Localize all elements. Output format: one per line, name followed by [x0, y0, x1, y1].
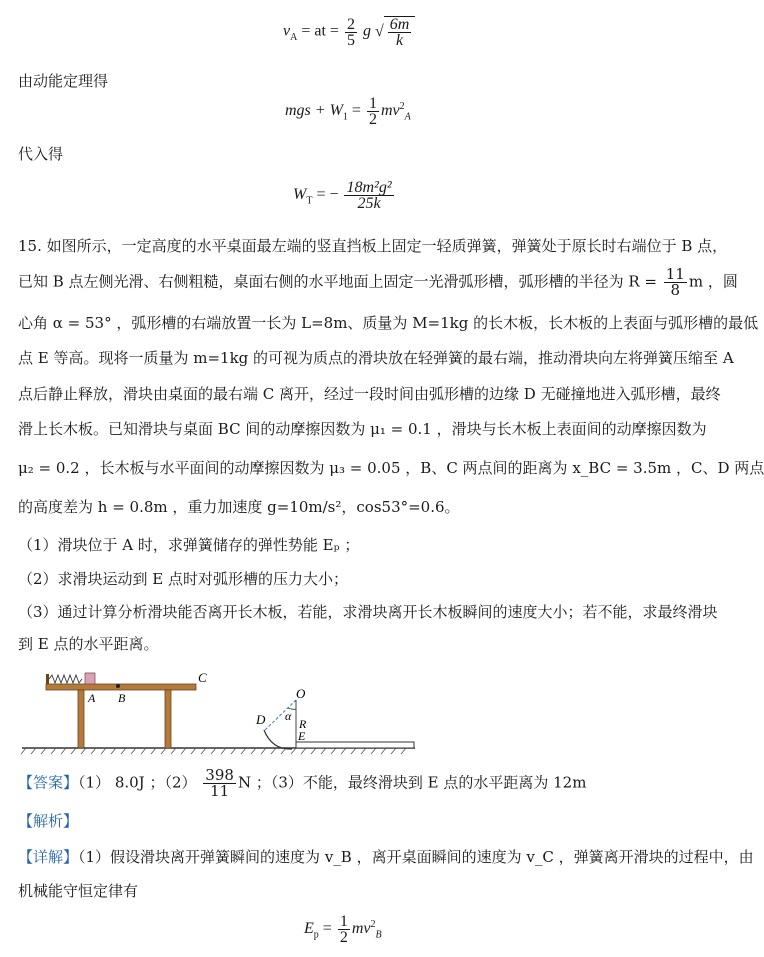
- label-c: C: [198, 670, 207, 685]
- answer-tag: 【答案】: [18, 773, 79, 792]
- q15-part-2: （2）求滑块运动到 E 点时对弧形槽的压力大小；: [18, 570, 349, 588]
- q15-line-2: 已知 B 点左侧光滑、右侧粗糙，桌面右侧的水平地面上固定一光滑弧形槽，弧形槽的半径为 R = $\frac{11}{8}$ m ，圆: [18, 265, 738, 299]
- detail-tag: 【详解】: [18, 848, 79, 866]
- q15-line-3: 心角 α = 53° ，弧形槽的右端放置一长为 L=8m、质量为 M=1kg 的长木板，长木板的上表面与弧形槽的最低: [18, 314, 759, 332]
- label-alpha: α: [285, 709, 292, 723]
- q15-line-6: 滑上长木板。已知滑块与桌面 BC 间的动摩擦因数为 μ₁ = 0.1 ，滑块与长木板上表面间的动摩擦因数为: [18, 420, 707, 438]
- equation-ep: $E_p$ = $\frac{1}{2}$ $mv^2_B$: [304, 913, 382, 946]
- text-kinetic-energy-theorem: 由动能定理得: [18, 72, 109, 90]
- label-r: R: [299, 717, 307, 731]
- equation-wt: $W_T$ = − $\frac{\text{18m²g²}}{25k}$: [293, 179, 392, 212]
- radius-od: [265, 700, 296, 730]
- table-leg-left: [78, 690, 84, 748]
- label-e: E: [298, 729, 306, 743]
- label-b: B: [118, 691, 126, 705]
- point-b: [116, 684, 120, 688]
- q15-part-3a: （3）通过计算分析滑块能否离开长木板，若能，求滑块离开长木板瞬间的速度大小；若不能，求最终滑块: [18, 603, 718, 621]
- q15-line-4: 点 E 等高。现将一质量为 m=1kg 的可视为质点的滑块放在轻弹簧的最右端，推动滑块向左将弹簧压缩至 A: [18, 349, 734, 367]
- label-d: D: [256, 712, 266, 727]
- text-substitute: 代入得: [18, 145, 64, 163]
- long-board: [296, 742, 414, 748]
- spring: [49, 675, 82, 683]
- answer-line: 【答案】（1） 8.0J ；（2） $\frac{398}{11}$ N ；（3）不能，最终滑块到 E 点的水平距离为 12m: [18, 766, 587, 800]
- q15-line-7: μ₂ = 0.2 ，长木板与水平面间的动摩擦因数为 μ₃ = 0.05 ，B、C 两点间的距离为 x_BC = 3.5m ，C、D 两点: [18, 459, 764, 477]
- q15-part-1: （1）滑块位于 A 时，求弹簧储存的弹性势能 Eₚ ；: [18, 536, 360, 554]
- equation-work: mgs + $W_1$ = $\frac{1}{2}$ $mv^2_A$: [285, 95, 411, 128]
- label-a: A: [88, 691, 96, 705]
- detail-line-1: 【详解】（1）假设滑块离开弹簧瞬间的速度为 v_B ，离开桌面瞬间的速度为 v_C ，弹簧离开滑块的过程中，由: [18, 848, 754, 866]
- slider-block: [85, 673, 95, 684]
- detail-line-2: 机械能守恒定律有: [18, 882, 139, 900]
- analysis-tag: 【解析】: [18, 812, 79, 830]
- q15-line-1: 15. 如图所示，一定高度的水平桌面最左端的竖直挡板上固定一轻质弹簧，弹簧处于原长时右端位于 B 点，: [18, 237, 728, 255]
- q15-line-8: 的高度差为 h = 0.8m ，重力加速度 g=10m/s²，cos53°=0.6。: [18, 498, 460, 516]
- arc-slot: [264, 730, 292, 749]
- q15-line-5: 点后静止释放，滑块由桌面的最右端 C 离开，经过一段时间由弧形槽的边缘 D 无碰撞地进入弧形槽，最终: [18, 385, 721, 403]
- equation-va: $v_A$ = at = $\frac{2}{5}$ g √ $\frac{6m}{k}$: [283, 16, 415, 48]
- table-leg-right: [165, 690, 171, 748]
- physics-figure: [20, 668, 440, 758]
- wall-plate: [46, 674, 49, 684]
- q15-part-3b: 到 E 点的水平距离。: [18, 635, 159, 653]
- table-top: [46, 684, 196, 690]
- label-o: O: [296, 686, 306, 701]
